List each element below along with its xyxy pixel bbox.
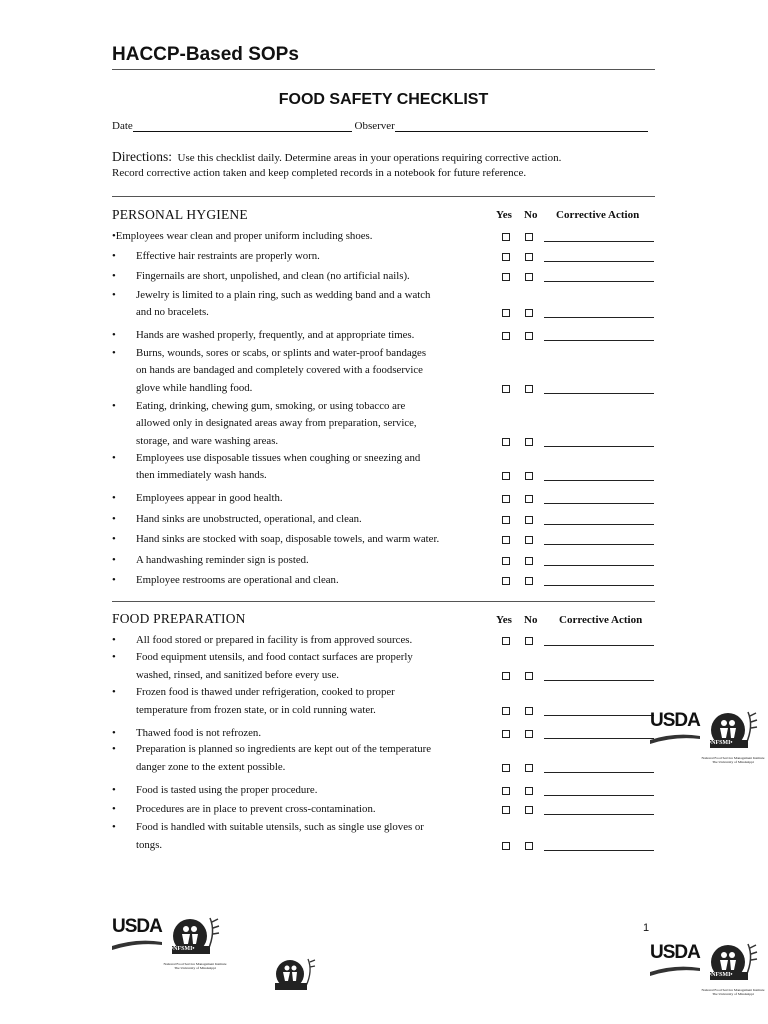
yes-checkbox[interactable] [502, 273, 510, 281]
bullet-icon: • [112, 803, 116, 815]
yes-checkbox[interactable] [502, 787, 510, 795]
yes-checkbox[interactable] [502, 730, 510, 738]
checklist-item-text: on hands are bandaged and completely covered with a foodservice [136, 364, 423, 377]
corrective-action-field[interactable] [544, 850, 654, 851]
checklist-item-text: Employees use disposable tissues when coughing or sneezing and [136, 452, 421, 464]
yes-checkbox[interactable] [502, 472, 510, 480]
bullet-icon: • [112, 727, 116, 739]
usda-logo: USDA [650, 942, 700, 963]
corrective-action-field[interactable] [544, 585, 654, 586]
yes-checkbox[interactable] [502, 516, 510, 524]
corrective-action-field[interactable] [544, 480, 654, 481]
no-checkbox[interactable] [525, 472, 533, 480]
bullet-icon: • [112, 533, 116, 545]
corrective-action-field[interactable] [544, 393, 654, 394]
yes-checkbox[interactable] [502, 637, 510, 645]
bullet-icon: • [112, 492, 116, 504]
bullet-icon: • [112, 821, 116, 833]
no-checkbox[interactable] [525, 385, 533, 393]
section-divider [112, 601, 655, 602]
bullet-icon: • [112, 452, 116, 464]
corrective-action-field[interactable] [544, 446, 654, 447]
observer-label: Observer [354, 120, 395, 132]
no-checkbox[interactable] [525, 332, 533, 340]
no-checkbox[interactable] [525, 707, 533, 715]
yes-checkbox[interactable] [502, 536, 510, 544]
yes-checkbox[interactable] [502, 577, 510, 585]
page-number: 1 [643, 922, 650, 934]
corrective-action-field[interactable] [544, 680, 654, 681]
yes-checkbox[interactable] [502, 233, 510, 241]
corrective-action-field[interactable] [544, 261, 654, 262]
checklist-item-text: temperature from frozen state, or in cold running water. [136, 704, 376, 717]
no-checkbox[interactable] [525, 806, 533, 814]
bullet-icon: • [112, 634, 116, 646]
observer-field[interactable] [395, 121, 648, 132]
checklist-item-text: washed, rinsed, and sanitized before every use. [136, 669, 339, 682]
corrective-action-field[interactable] [544, 544, 654, 545]
no-checkbox[interactable] [525, 495, 533, 503]
nfsmi-logo-icon [166, 914, 226, 960]
yes-checkbox[interactable] [502, 806, 510, 814]
checklist-item [112, 743, 657, 784]
no-checkbox[interactable] [525, 516, 533, 524]
column-corrective-action: Corrective Action [556, 209, 640, 221]
usda-swoosh-icon [650, 964, 700, 976]
bullet-icon: • [112, 250, 116, 262]
checklist-item [112, 289, 657, 328]
column-no: No [524, 614, 538, 626]
corrective-action-field[interactable] [544, 241, 654, 242]
checklist-item [112, 821, 657, 862]
footer-logo-group-left [112, 912, 230, 976]
nfsmi-caption: National Food Service Management Institute The University of Mississippi [163, 962, 227, 970]
yes-checkbox[interactable] [502, 707, 510, 715]
usda-swoosh-icon [112, 938, 162, 950]
no-checkbox[interactable] [525, 577, 533, 585]
footer-logo-center [270, 956, 322, 996]
side-logo-group [650, 706, 768, 770]
checklist-item [112, 686, 657, 727]
bullet-icon: • [112, 347, 116, 359]
checklist-item [112, 347, 657, 403]
nfsmi-caption: National Food Service Management Institute The University of Mississippi [701, 988, 765, 996]
directions-text-1: Use this checklist daily. Determine areas in your operations requiring corrective action. [177, 152, 562, 164]
usda-swoosh-icon [650, 732, 700, 744]
checklist-item-text: Food is handled with suitable utensils, such as single use gloves or [136, 821, 424, 833]
directions-text-2: Record corrective action taken and keep completed records in a notebook for future reference. [112, 167, 527, 179]
corrective-action-field[interactable] [544, 772, 654, 773]
checklist-item-text: Jewelry is limited to a plain ring, such as wedding band and a watch [136, 289, 431, 301]
bullet-icon: • [112, 329, 116, 341]
checklist-item-text: allowed only in designated areas away from preparation, service, [136, 417, 417, 430]
document-title: FOOD SAFETY CHECKLIST [278, 91, 489, 108]
date-observer-line [112, 120, 648, 132]
bullet-icon: • [112, 574, 116, 586]
no-checkbox[interactable] [525, 253, 533, 261]
no-checkbox[interactable] [525, 273, 533, 281]
checklist-item-text: All food stored or prepared in facility is from approved sources. [136, 634, 413, 646]
yes-checkbox[interactable] [502, 672, 510, 680]
bullet-icon: • [112, 743, 116, 755]
column-no: No [524, 209, 538, 221]
checklist-item [112, 513, 657, 534]
checklist-item-text: storage, and ware washing areas. [136, 434, 279, 447]
checklist-item [112, 230, 657, 251]
checklist-item-text: Preparation is planned so ingredients are kept out of the temperature [136, 743, 432, 755]
checklist-item-text: Procedures are in place to prevent cross-contamination. [136, 803, 376, 815]
checklist-item-text: Effective hair restraints are properly worn. [136, 250, 320, 262]
checklist-item-text: then immediately wash hands. [136, 469, 267, 482]
checklist-item-text: •Employees wear clean and proper uniform including shoes. [112, 230, 373, 242]
checklist-item-text: Food is tasted using the proper procedure. [136, 784, 318, 796]
checklist-item [112, 250, 657, 271]
no-checkbox[interactable] [525, 557, 533, 565]
bullet-icon: • [112, 784, 116, 796]
checklist-item-text: Eating, drinking, chewing gum, smoking, or using tobacco are [136, 400, 406, 412]
section-title-food-preparation: FOOD PREPARATION [112, 611, 246, 626]
nfsmi-logo-icon [704, 940, 764, 986]
no-checkbox[interactable] [525, 787, 533, 795]
nfsmi-banner-text: •NFSMI• [171, 946, 195, 952]
corrective-action-field[interactable] [544, 503, 654, 504]
no-checkbox[interactable] [525, 842, 533, 850]
yes-checkbox[interactable] [502, 385, 510, 393]
checklist-item-text: Hand sinks are stocked with soap, disposable towels, and warm water. [136, 533, 440, 545]
checklist-item-text: Frozen food is thawed under refrigeration, cooked to proper [136, 686, 395, 698]
no-checkbox[interactable] [525, 672, 533, 680]
bullet-icon: • [112, 289, 116, 301]
yes-checkbox[interactable] [502, 332, 510, 340]
no-checkbox[interactable] [525, 536, 533, 544]
yes-checkbox[interactable] [502, 764, 510, 772]
no-checkbox[interactable] [525, 730, 533, 738]
column-yes: Yes [496, 209, 512, 221]
directions-lead: Directions: [112, 149, 172, 164]
bullet-icon: • [112, 686, 116, 698]
no-checkbox[interactable] [525, 438, 533, 446]
date-label: Date [112, 120, 133, 132]
checklist-item-text: Burns, wounds, sores or scabs, or splints and water-proof bandages [136, 347, 427, 359]
corrective-action-field[interactable] [544, 715, 654, 716]
yes-checkbox[interactable] [502, 253, 510, 261]
column-yes: Yes [496, 614, 512, 626]
corrective-action-field[interactable] [544, 317, 654, 318]
checklist-item-text: Thawed food is not refrozen. [136, 727, 262, 739]
no-checkbox[interactable] [525, 233, 533, 241]
bullet-icon: • [112, 270, 116, 282]
checklist-item-text: Hand sinks are unobstructed, operational, and clean. [136, 513, 362, 525]
corrective-action-field[interactable] [544, 645, 654, 646]
corrective-action-field[interactable] [544, 524, 654, 525]
checklist-item [112, 533, 657, 554]
checklist-item-text: glove while handling food. [136, 381, 253, 394]
corrective-action-field[interactable] [544, 340, 654, 341]
nfsmi-banner-text: •NFSMI• [709, 972, 733, 978]
section-title-personal-hygiene: PERSONAL HYGIENE [112, 207, 248, 222]
checklist-item-text: tongs. [136, 839, 163, 852]
no-checkbox[interactable] [525, 637, 533, 645]
date-field[interactable] [133, 121, 352, 132]
checklist-item-text: and no bracelets. [136, 306, 209, 319]
yes-checkbox[interactable] [502, 309, 510, 317]
checklist-item-text: Food equipment utensils, and food contact surfaces are properly [136, 651, 413, 663]
bullet-icon: • [112, 651, 116, 663]
nfsmi-logo-icon [270, 956, 322, 996]
corrective-action-field[interactable] [544, 281, 654, 282]
checklist-item [112, 400, 657, 456]
checklist-item-text: Hands are washed properly, frequently, and at appropriate times. [136, 329, 415, 341]
corrective-action-field[interactable] [544, 814, 654, 815]
checklist-item [112, 554, 657, 575]
no-checkbox[interactable] [525, 309, 533, 317]
header-divider [112, 69, 655, 70]
header-title: HACCP-Based SOPs [112, 44, 299, 65]
nfsmi-logo-icon [704, 708, 764, 754]
corrective-action-field[interactable] [544, 565, 654, 566]
yes-checkbox[interactable] [502, 842, 510, 850]
usda-logo: USDA [650, 710, 700, 731]
directions [112, 149, 657, 181]
yes-checkbox[interactable] [502, 557, 510, 565]
bullet-icon: • [112, 513, 116, 525]
checklist-item [112, 452, 657, 491]
nfsmi-banner-text: •NFSMI• [709, 740, 733, 746]
no-checkbox[interactable] [525, 764, 533, 772]
bullet-icon: • [112, 554, 116, 566]
checklist-item-text: Employees appear in good health. [136, 492, 283, 504]
nfsmi-caption: National Food Service Management Institute The University of Mississippi [701, 756, 765, 764]
checklist-item [112, 574, 657, 595]
usda-logo: USDA [112, 916, 162, 937]
corrective-action-field[interactable] [544, 738, 654, 739]
checklist-item-text: danger zone to the extent possible. [136, 761, 286, 774]
checklist-item [112, 492, 657, 513]
footer-logo-group-right [650, 938, 768, 1002]
yes-checkbox[interactable] [502, 495, 510, 503]
bullet-icon: • [112, 400, 116, 412]
directions-divider [112, 196, 655, 197]
corrective-action-field[interactable] [544, 795, 654, 796]
column-corrective-action: Corrective Action [559, 614, 643, 626]
checklist-item-text: A handwashing reminder sign is posted. [136, 554, 309, 566]
checklist-item-text: Fingernails are short, unpolished, and clean (no artificial nails). [136, 270, 410, 282]
checklist-item-text: Employee restrooms are operational and clean. [136, 574, 339, 586]
yes-checkbox[interactable] [502, 438, 510, 446]
